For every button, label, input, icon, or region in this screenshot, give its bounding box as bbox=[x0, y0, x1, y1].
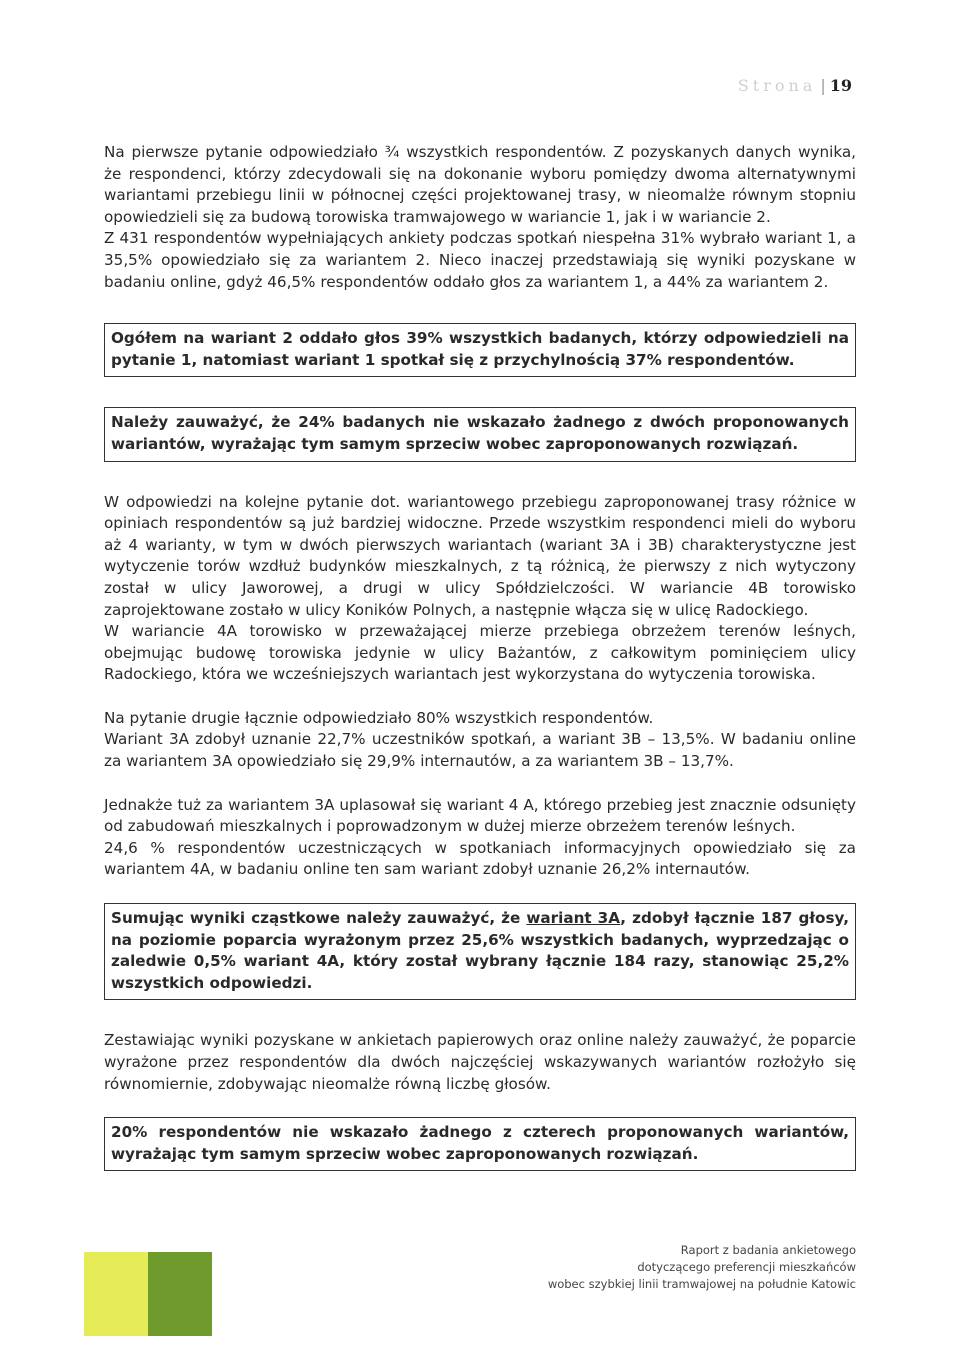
footer-square-dark bbox=[148, 1252, 212, 1336]
box3-text-after: , zdobył łącznie 187 głosy, na poziomie poparcia wyrażonym przez 25,6% wszystkich badanych, wyprzedzając o zaledwie 0,5% wariant 4A, który został wybrany łącznie 184 razy, stanowiąc 25,2% wszystkich odpowiedzi. bbox=[111, 909, 850, 992]
footer-line-1: Raport z badania ankietowego bbox=[680, 1243, 856, 1257]
highlight-box-1-text: Ogółem na wariant 2 oddało głos 39% wszystkich badanych, którzy odpowiedzieli na pytanie 1, natomiast wariant 1 spotkał się z przychylnością 37% respondentów. bbox=[111, 329, 849, 369]
highlight-box-2 bbox=[104, 407, 856, 461]
paragraph-6: Wariant 3A zdobył uznanie 22,7% uczestników spotkań, a wariant 3B – 13,5%. W badaniu online za wariantem 3A opowiedziało się 29,9% internautów, a za wariantem 3B – 13,7%. bbox=[104, 730, 856, 771]
highlight-box-3-text bbox=[111, 908, 849, 994]
box3-text-before: Sumując wyniki cząstkowe należy zauważyć, że bbox=[111, 909, 527, 928]
footer-line-3: wobec szybkiej linii tramwajowej na południe Katowic bbox=[547, 1277, 856, 1291]
highlight-box-3 bbox=[104, 903, 856, 1000]
highlight-box-4 bbox=[104, 1117, 856, 1171]
highlight-box-2-text: Należy zauważyć, że 24% badanych nie wskazało żadnego z dwóch proponowanych wariantów, wyrażając tym samym sprzeciw wobec zaproponowanych rozwiązań. bbox=[111, 413, 849, 453]
paragraph-2: Z 431 respondentów wypełniających ankiety podczas spotkań niespełna 31% wybrało wariant 1, a 35,5% opowiedziało się za wariantem 2. Nieco inaczej przedstawiają się wyniki pozyskane w badaniu online, gdyż 46,5% respondentów oddało głos za wariantem 1, a 44% za wariantem 2. bbox=[104, 229, 856, 291]
paragraph-8: 24,6 % respondentów uczestniczących w spotkaniach informacyjnych opowiedziało się za wariantem 4A, w badaniu online ten sam wariant zdobył uznanie 26,2% internautów. bbox=[104, 838, 856, 879]
footer-report-title bbox=[548, 1242, 856, 1293]
paragraph-5: Na pytanie drugie łącznie odpowiedziało 80% wszystkich respondentów. bbox=[104, 708, 654, 727]
paragraph-1: Na pierwsze pytanie odpowiedziało ¾ wszystkich respondentów. Z pozyskanych danych wynika, że respondenci, którzy zdecydowali się na dokonanie wyboru pomiędzy dwoma alternatywnymi wariantami przebiegu linii w północnej części projektowanej trasy, w nieomalże równym stopniu opowiedzieli się za budową torowiska tramwajowego w wariancie 1, jak i w wariancie 2. bbox=[104, 143, 856, 226]
footer-logo-squares bbox=[84, 1252, 212, 1336]
page-content bbox=[104, 142, 856, 1171]
page-separator: | bbox=[820, 76, 826, 95]
highlight-box-4-text: 20% respondentów nie wskazało żadnego z czterech proponowanych wariantów, wyrażając tym samym sprzeciw wobec zaproponowanych rozwiązań. bbox=[111, 1123, 849, 1163]
paragraph-4: W wariancie 4A torowisko w przeważającej mierze przebiega obrzeżem terenów leśnych, obejmując budowę torowiska jedynie w ulicy Bażantów, z całkowitym pominięciem ulicy Radockiego, która we wcześniejszych wariantach jest wykorzystana do wytyczenia torowiska. bbox=[104, 622, 856, 684]
footer-line-2: dotyczącego preferencji mieszkańców bbox=[637, 1260, 856, 1274]
paragraph-9: Zestawiając wyniki pozyskane w ankietach papierowych oraz online należy zauważyć, że poparcie wyrażone przez respondentów dla dwóch najczęściej wskazywanych wariantów rozłożyło się równomiernie, zdobywając nieomalże równą liczbę głosów. bbox=[104, 1031, 856, 1093]
page-number: 19 bbox=[829, 76, 852, 95]
highlight-box-1 bbox=[104, 323, 856, 377]
page-header bbox=[738, 76, 852, 95]
page-label: Strona bbox=[737, 76, 817, 95]
box3-underlined-variant: wariant 3A bbox=[526, 909, 621, 928]
paragraph-3: W odpowiedzi na kolejne pytanie dot. wariantowego przebiegu zaproponowanej trasy różnice w opiniach respondentów są już bardziej widoczne. Przede wszystkim respondenci mieli do wyboru aż 4 warianty, w tym w dwóch pierwszych wariantach (wariant 3A i 3B) charakterystyczne jest wytyczenie torów wzdłuż budynków mieszkalnych, z tą różnicą, że pierwszy z nich wytyczony został w ulicy Jaworowej, a drugi w ulicy Spółdzielczości. W wariancie 4B torowisko zaprojektowane zostało w ulicy Koników Polnych, a następnie włącza się w ulicę Radockiego. bbox=[104, 492, 856, 619]
paragraph-7: Jednakże tuż za wariantem 3A uplasował się wariant 4 A, którego przebieg jest znacznie odsunięty od zabudowań mieszkalnych i poprowadzonym w dużej mierze obrzeżem terenów leśnych. bbox=[104, 795, 856, 836]
footer-square-light bbox=[84, 1252, 148, 1336]
